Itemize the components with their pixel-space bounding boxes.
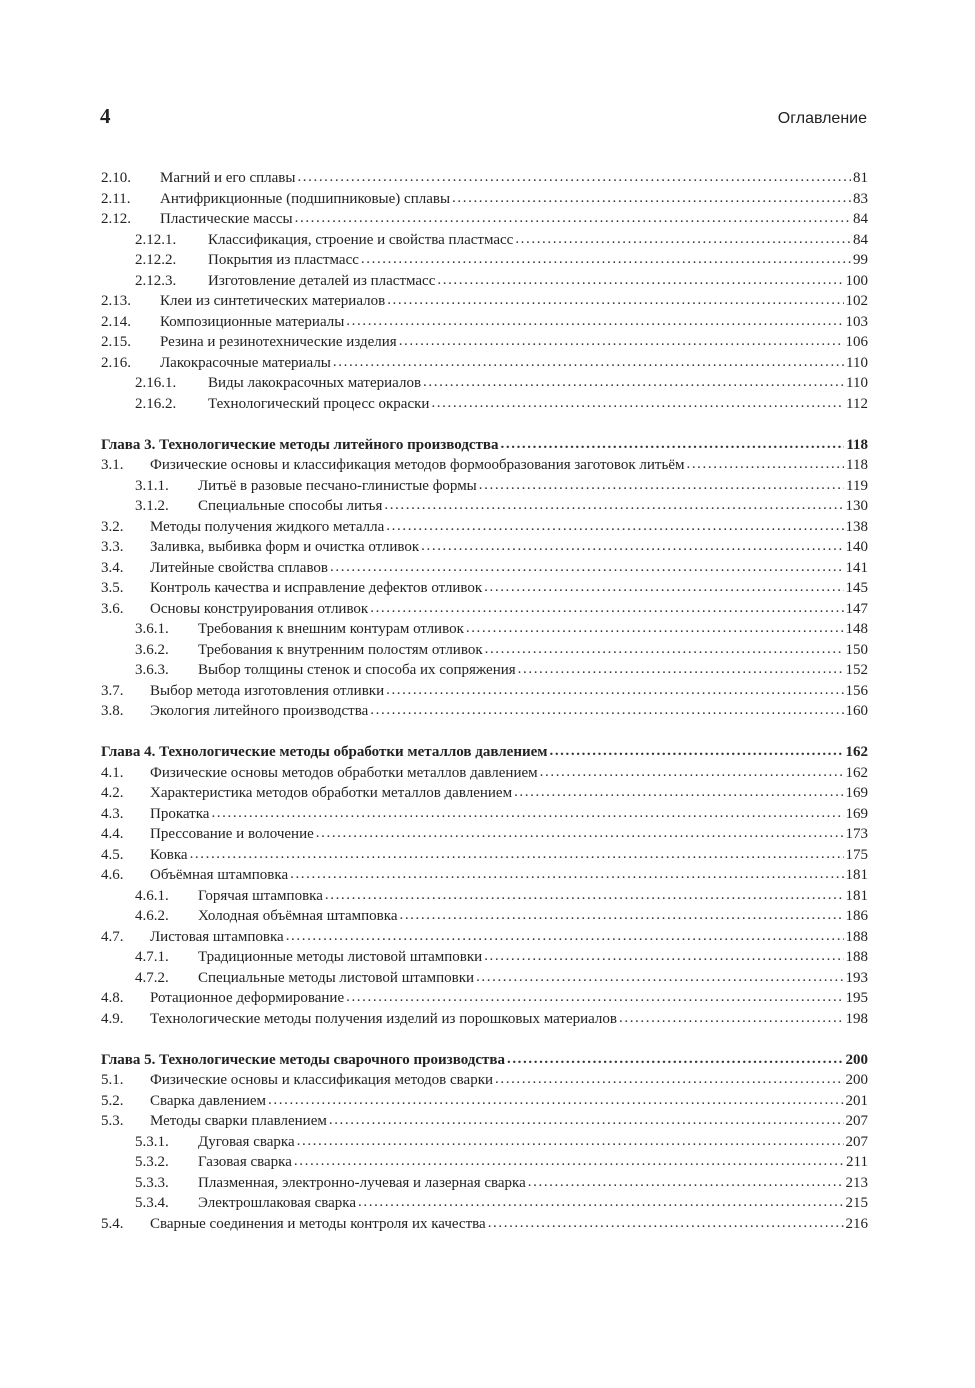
- dot-leader: [330, 557, 843, 578]
- entry-page: 141: [845, 559, 868, 576]
- entry-number: 5.3.4.: [135, 1195, 169, 1211]
- entry-page: 140: [845, 539, 868, 555]
- entry-title: Основы конструирования отливок: [150, 600, 369, 617]
- entry-title: Магний и его сплавы: [160, 170, 296, 186]
- toc-section-entry[interactable]: [101, 1009, 868, 1030]
- entry-page: 81: [853, 170, 868, 186]
- entry-number: 2.12.: [101, 211, 131, 227]
- entry-title: Методы получения жидкого металла: [150, 518, 385, 535]
- dot-leader: [190, 844, 844, 865]
- entry-title: Прессование и волочение: [150, 826, 314, 842]
- dot-leader: [549, 741, 843, 762]
- toc-subsection-entry[interactable]: [101, 496, 868, 517]
- entry-page: 215: [845, 1195, 868, 1211]
- entry-number: 4.6.1.: [135, 887, 169, 904]
- entry-number: 3.1.: [101, 457, 124, 473]
- toc-subsection-entry[interactable]: [101, 640, 868, 661]
- entry-page: 110: [846, 354, 868, 371]
- entry-page: 84: [853, 231, 868, 248]
- toc-section-entry[interactable]: [101, 168, 868, 189]
- toc-subsection-entry[interactable]: [101, 230, 868, 251]
- dot-leader: [423, 372, 844, 393]
- entry-title: Литейные свойства сплавов: [150, 559, 329, 576]
- table-of-contents: [101, 168, 868, 1234]
- entry-page: 169: [845, 785, 868, 801]
- dot-leader: [387, 290, 843, 311]
- dot-leader: [507, 1049, 844, 1070]
- entry-number: 3.1.1.: [135, 477, 169, 494]
- toc-section-entry[interactable]: [101, 312, 868, 333]
- entry-number: 5.3.1.: [135, 1133, 169, 1150]
- entry-title: Сварные соединения и методы контроля их качества: [150, 1215, 486, 1232]
- dot-leader: [268, 1090, 843, 1111]
- toc-subsection-entry[interactable]: [101, 906, 868, 927]
- entry-title: Электрошлаковая сварка: [198, 1195, 357, 1211]
- entry-number: 4.6.: [101, 867, 124, 883]
- entry-number: 5.3.3.: [135, 1174, 169, 1191]
- entry-number: 3.1.2.: [135, 498, 169, 514]
- dot-leader: [325, 885, 844, 906]
- dot-leader: [286, 926, 844, 947]
- toc-section-entry[interactable]: [101, 537, 868, 558]
- dot-leader: [485, 639, 844, 660]
- entry-page: 150: [845, 641, 868, 658]
- entry-title: Выбор толщины стенок и способа их сопряжения: [198, 662, 516, 678]
- toc-section-entry[interactable]: [101, 189, 868, 210]
- toc-section-entry[interactable]: [101, 1070, 868, 1091]
- entry-title: Физические основы методов обработки металлов давлением: [150, 764, 538, 781]
- dot-leader: [386, 516, 843, 537]
- dot-leader: [484, 946, 843, 967]
- dot-leader: [370, 598, 843, 619]
- toc-subsection-entry[interactable]: [101, 394, 868, 415]
- entry-number: 4.9.: [101, 1010, 124, 1027]
- entry-title: Плазменная, электронно-лучевая и лазерная сварка: [198, 1174, 526, 1191]
- entry-number: 4.2.: [101, 785, 124, 801]
- entry-title: Объёмная штамповка: [150, 867, 289, 883]
- entry-title: Технологический процесс окраски: [208, 395, 430, 412]
- entry-title: Изготовление деталей из пластмасс: [208, 272, 436, 289]
- entry-page: 110: [846, 375, 868, 391]
- entry-page: 160: [845, 703, 868, 719]
- toc-subsection-entry[interactable]: [101, 968, 868, 989]
- entry-number: 2.14.: [101, 313, 131, 330]
- entry-number: 3.6.1.: [135, 621, 169, 637]
- entry-page: 213: [845, 1174, 868, 1191]
- entry-number: 2.15.: [101, 334, 131, 350]
- dot-leader: [540, 762, 844, 783]
- toc-subsection-entry[interactable]: [101, 476, 868, 497]
- entry-page: 198: [845, 1010, 868, 1027]
- toc-section-entry[interactable]: [101, 578, 868, 599]
- entry-page: 102: [845, 293, 868, 309]
- dot-leader: [297, 1131, 844, 1152]
- entry-title: Прокатка: [150, 805, 210, 822]
- entry-page: 148: [845, 621, 868, 637]
- entry-number: 4.7.1.: [135, 949, 169, 965]
- chapter-title: Глава 5. Технологические методы сварочного производства: [101, 1051, 505, 1068]
- entry-title: Контроль качества и исправление дефектов отливок: [150, 580, 483, 596]
- entry-title: Ротационное деформирование: [150, 990, 345, 1006]
- dot-leader: [211, 803, 843, 824]
- entry-number: 5.2.: [101, 1092, 124, 1109]
- toc-section-entry[interactable]: [101, 599, 868, 620]
- dot-leader: [316, 823, 844, 844]
- entry-page: 138: [845, 518, 868, 535]
- toc-section: [101, 742, 868, 1029]
- entry-number: 3.6.2.: [135, 641, 169, 658]
- toc-section: [101, 1050, 868, 1235]
- toc-section-entry[interactable]: [101, 701, 868, 722]
- entry-title: Характеристика методов обработки металлов давлением: [150, 785, 513, 801]
- entry-page: 195: [845, 990, 868, 1006]
- entry-title: Требования к внешним контурам отливок: [198, 621, 464, 637]
- entry-title: Экология литейного производства: [150, 703, 369, 719]
- entry-page: 200: [845, 1072, 868, 1088]
- dot-leader: [466, 618, 844, 639]
- entry-title: Специальные способы литья: [198, 498, 383, 514]
- toc-subsection-entry[interactable]: [101, 373, 868, 394]
- entry-title: Технологические методы получения изделий из порошковых материалов: [150, 1010, 617, 1027]
- chapter-title: Глава 4. Технологические методы обработки металлов давлением: [101, 744, 548, 760]
- dot-leader: [619, 1008, 844, 1029]
- entry-page: 152: [845, 662, 868, 678]
- entry-title: Пластические массы: [160, 211, 293, 227]
- dot-leader: [386, 680, 843, 701]
- dot-leader: [518, 659, 844, 680]
- entry-title: Клеи из синтетических материалов: [160, 293, 386, 309]
- entry-number: 3.6.: [101, 600, 124, 617]
- entry-number: 2.12.2.: [135, 252, 177, 268]
- dot-leader: [421, 536, 843, 557]
- dot-leader: [346, 987, 843, 1008]
- entry-page: 169: [845, 805, 868, 822]
- entry-number: 5.1.: [101, 1072, 124, 1088]
- entry-number: 3.8.: [101, 703, 124, 719]
- entry-number: 2.16.: [101, 354, 131, 371]
- entry-page: 193: [845, 969, 868, 986]
- entry-title: Холодная объёмная штамповка: [198, 908, 398, 924]
- entry-number: 3.6.3.: [135, 662, 169, 678]
- entry-number: 4.3.: [101, 805, 124, 822]
- chapter-page: 200: [845, 1051, 868, 1068]
- toc-section-entry[interactable]: [101, 209, 868, 230]
- entry-number: 2.16.2.: [135, 395, 177, 412]
- dot-leader: [437, 270, 843, 291]
- entry-number: 2.16.1.: [135, 375, 177, 391]
- entry-title: Виды лакокрасочных материалов: [208, 375, 422, 391]
- entry-number: 4.6.2.: [135, 908, 169, 924]
- entry-title: Резина и резинотехнические изделия: [160, 334, 397, 350]
- entry-number: 2.11.: [101, 190, 131, 207]
- dot-leader: [495, 1069, 843, 1090]
- toc-subsection-entry[interactable]: [101, 947, 868, 968]
- toc-section-entry[interactable]: [101, 763, 868, 784]
- dot-leader: [358, 1192, 843, 1213]
- dot-leader: [488, 1213, 844, 1234]
- entry-page: 106: [845, 334, 868, 350]
- entry-page: 216: [845, 1215, 868, 1232]
- entry-page: 145: [845, 580, 868, 596]
- entry-title: Композиционные материалы: [160, 313, 345, 330]
- dot-leader: [479, 475, 844, 496]
- entry-title: Листовая штамповка: [150, 928, 284, 945]
- dot-leader: [399, 331, 844, 352]
- entry-page: 112: [846, 395, 868, 412]
- entry-title: Ковка: [150, 846, 188, 863]
- page-number: 4: [100, 104, 111, 128]
- toc-section-entry[interactable]: [101, 291, 868, 312]
- entry-number: 4.1.: [101, 764, 124, 781]
- dot-leader: [501, 434, 845, 455]
- entry-page: 175: [845, 846, 868, 863]
- toc-subsection-entry[interactable]: [101, 1173, 868, 1194]
- entry-page: 207: [845, 1113, 868, 1129]
- entry-title: Физические основы и классификация методов формообразования заготовок литьём: [150, 457, 685, 473]
- entry-number: 3.3.: [101, 539, 124, 555]
- dot-leader: [515, 229, 851, 250]
- dot-leader: [476, 967, 843, 988]
- entry-number: 3.5.: [101, 580, 124, 596]
- dot-leader: [431, 393, 844, 414]
- entry-number: 4.8.: [101, 990, 124, 1006]
- entry-number: 2.12.1.: [135, 231, 177, 248]
- entry-number: 2.12.3.: [135, 272, 177, 289]
- entry-title: Заливка, выбивка форм и очистка отливок: [150, 539, 420, 555]
- entry-page: 181: [845, 887, 868, 904]
- entry-number: 4.7.2.: [135, 969, 169, 986]
- entry-page: 147: [845, 600, 868, 617]
- entry-number: 3.4.: [101, 559, 124, 576]
- entry-number: 5.3.: [101, 1113, 124, 1129]
- entry-page: 84: [853, 211, 868, 227]
- entry-page: 130: [845, 498, 868, 514]
- chapter-heading[interactable]: [101, 435, 868, 456]
- dot-leader: [686, 454, 844, 475]
- dot-leader: [370, 700, 843, 721]
- dot-leader: [290, 864, 843, 885]
- toc-subsection-entry[interactable]: [101, 660, 868, 681]
- running-title: Оглавление: [777, 110, 867, 127]
- entry-title: Лакокрасочные материалы: [160, 354, 331, 371]
- chapter-title: Глава 3. Технологические методы литейного производства: [101, 436, 499, 453]
- toc-section-entry[interactable]: [101, 1111, 868, 1132]
- entry-number: 4.7.: [101, 928, 124, 945]
- dot-leader: [297, 167, 851, 188]
- toc-subsection-entry[interactable]: [101, 250, 868, 271]
- entry-page: 207: [845, 1133, 868, 1150]
- dot-leader: [329, 1110, 844, 1131]
- dot-leader: [484, 577, 843, 598]
- entry-page: 162: [845, 764, 868, 781]
- entry-page: 119: [846, 477, 868, 494]
- toc-section-entry[interactable]: [101, 845, 868, 866]
- toc-section-entry[interactable]: [101, 824, 868, 845]
- toc-section-entry[interactable]: [101, 865, 868, 886]
- entry-number: 5.3.2.: [135, 1154, 169, 1170]
- entry-title: Сварка давлением: [150, 1092, 267, 1109]
- entry-number: 3.7.: [101, 682, 124, 699]
- entry-page: 118: [846, 457, 868, 473]
- dot-leader: [514, 782, 843, 803]
- entry-page: 83: [853, 190, 868, 207]
- toc-section-entry[interactable]: [101, 681, 868, 702]
- toc-section-entry[interactable]: [101, 927, 868, 948]
- entry-number: 2.13.: [101, 293, 131, 309]
- toc-section: [101, 435, 868, 722]
- toc-subsection-entry[interactable]: [101, 271, 868, 292]
- toc-section-entry[interactable]: [101, 1091, 868, 1112]
- entry-page: 186: [845, 908, 868, 924]
- entry-title: Горячая штамповка: [198, 887, 323, 904]
- dot-leader: [346, 311, 843, 332]
- entry-title: Специальные методы листовой штамповки: [198, 969, 475, 986]
- entry-page: 173: [845, 826, 868, 842]
- chapter-heading[interactable]: [101, 742, 868, 763]
- entry-title: Литьё в разовые песчано-глинистые формы: [198, 477, 477, 494]
- entry-title: Выбор метода изготовления отливки: [150, 682, 385, 699]
- entry-title: Дуговая сварка: [198, 1133, 295, 1150]
- toc-section-entry[interactable]: [101, 332, 868, 353]
- entry-number: 4.5.: [101, 846, 124, 863]
- toc-section-entry[interactable]: [101, 1214, 868, 1235]
- toc-section-entry[interactable]: [101, 558, 868, 579]
- chapter-page: 162: [845, 744, 868, 760]
- toc-section-entry[interactable]: [101, 353, 868, 374]
- toc-section-entry[interactable]: [101, 804, 868, 825]
- dot-leader: [295, 208, 851, 229]
- toc-subsection-entry[interactable]: [101, 619, 868, 640]
- toc-section-entry[interactable]: [101, 783, 868, 804]
- entry-title: Классификация, строение и свойства пластмасс: [208, 231, 514, 248]
- entry-title: Физические основы и классификация методов сварки: [150, 1072, 494, 1088]
- entry-number: 5.4.: [101, 1215, 124, 1232]
- entry-title: Традиционные методы листовой штамповки: [198, 949, 483, 965]
- toc-subsection-entry[interactable]: [101, 1152, 868, 1173]
- entry-page: 201: [845, 1092, 868, 1109]
- dot-leader: [399, 905, 843, 926]
- dot-leader: [333, 352, 844, 373]
- entry-page: 100: [845, 272, 868, 289]
- entry-title: Покрытия из пластмасс: [208, 252, 359, 268]
- entry-page: 211: [846, 1154, 868, 1170]
- entry-number: 3.2.: [101, 518, 124, 535]
- dot-leader: [361, 249, 851, 270]
- entry-page: 103: [845, 313, 868, 330]
- toc-section-entry[interactable]: [101, 517, 868, 538]
- entry-title: Методы сварки плавлением: [150, 1113, 327, 1129]
- chapter-heading[interactable]: [101, 1050, 868, 1071]
- toc-section: [101, 168, 868, 414]
- entry-page: 99: [853, 252, 868, 268]
- entry-title: Требования к внутренним полостям отливок: [198, 641, 483, 658]
- toc-section-entry[interactable]: [101, 988, 868, 1009]
- toc-section-entry[interactable]: [101, 455, 868, 476]
- dot-leader: [294, 1151, 844, 1172]
- entry-page: 181: [845, 867, 868, 883]
- entry-page: 188: [845, 928, 868, 945]
- entry-page: 156: [845, 682, 868, 699]
- chapter-page: 118: [846, 436, 868, 453]
- toc-subsection-entry[interactable]: [101, 886, 868, 907]
- dot-leader: [384, 495, 843, 516]
- entry-title: Антифрикционные (подшипниковые) сплавы: [160, 190, 451, 207]
- entry-number: 2.10.: [101, 170, 131, 186]
- entry-number: 4.4.: [101, 826, 124, 842]
- dot-leader: [452, 188, 851, 209]
- entry-title: Газовая сварка: [198, 1154, 292, 1170]
- toc-subsection-entry[interactable]: [101, 1193, 868, 1214]
- entry-page: 188: [845, 949, 868, 965]
- dot-leader: [528, 1172, 844, 1193]
- toc-subsection-entry[interactable]: [101, 1132, 868, 1153]
